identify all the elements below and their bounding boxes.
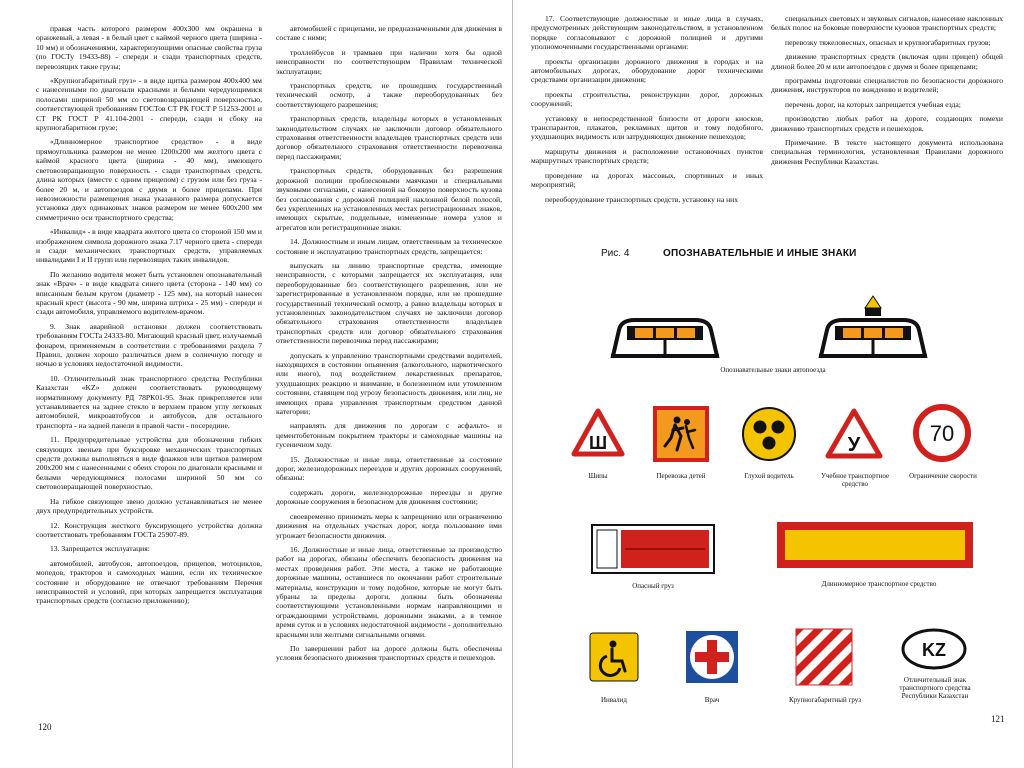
paragraph: перечень дорог, на которых запрещается учебная езда; <box>785 99 961 109</box>
caption-long: Длинномерное транспортное средство <box>821 580 937 588</box>
right-page-column-1 <box>531 14 763 204</box>
paragraph: 11. Предупредительные устройства для обозначения гибких связующих звеньев при буксировке механических транспортных средств должны выполняться в виде флажков или щитков размером 200x200 мм с нанесенными с обеих сторон по диагонали красными и белыми чередующимися полосами шириной 50 мм со световозвращающей поверхностью. <box>36 435 262 492</box>
caption-deaf: Глухой водитель <box>744 472 794 480</box>
paragraph: своевременно принимать меры к запрещению или ограничению движения на отдельных участках дорог, когда пользование ими угрожает безопасности движения. <box>276 511 502 540</box>
left-page-column-1 <box>36 24 262 714</box>
deaf-driver-sign <box>741 406 797 462</box>
paragraph: транспортных средств, владельцы которых в установленных законодательством случаях не заключили договор обязательного страхования ответственности владельцев транспортных средств или договор обязательного страхования ответственности перевозчика перед пассажирами; <box>276 114 502 161</box>
doctor-sign <box>685 630 739 684</box>
paragraph: 17. Соответствующие должностные и иные лица в случаях, предусмотренных действующим законодательством, в установленном порядке согласовывают с дорожной полицией и другими уполномоченными государственными органами: <box>531 14 763 52</box>
paragraph: переоборудование транспортных средств, установку на них <box>545 194 739 204</box>
caption-learner: Учебное транспортное средство <box>820 472 890 488</box>
learner-sign-letter: У <box>847 434 861 456</box>
paragraph: транспортных средств, не прошедших государственный технический осмотр, а также переоборудованных без соответствующего разрешения; <box>276 81 502 109</box>
speed-limit-value: 70 <box>929 421 955 446</box>
paragraph: автомобилей, автобусов, автопоездов, прицепов, мотоциклов, мопедов, тракторов и самоходных машин, если их техническое состояние и оборудование не отвечают требованиям Перечня неисправностей и условий, при которых запрещается эксплуатация транспортных средств (согласно приложению); <box>36 558 262 606</box>
paragraph: транспортных средств, оборудованных без разрешения дорожной полиции проблесковыми маячками и специальными звуковыми сигналами, с нанесенной на боковую поверхность кузова без согласования с дорожной полицией наклонной белой полосой, без укрепленных на установленных местах регистрационных знаков, имеющих скрытые, поддельные, измененные номера узлов и агрегатов или регистрационные знаки. <box>276 166 502 232</box>
paragraph: выпускать на линию транспортные средства, имеющие неисправности, с которыми запрещается их эксплуатация, или переоборудованные без соответствующего разрешения, или не зарегистрированные в установленном порядке, или не прошедшие государственный технический осмотр, а равно владельцы которых в установленных законодательством случаях не заключили договор обязательного страхования ответственности владельцев транспортных средств или договор обязательного страхования ответственности перевозчика перед пассажирами; <box>276 260 502 346</box>
road-train-sign-with-light <box>813 294 933 360</box>
caption-disabled: Инвалид <box>601 696 627 704</box>
caption-doctor: Врач <box>704 696 720 704</box>
paragraph: направлять для движения по дорогам с асфальто- и цементобетонным покрытием тракторы и самоходные машины на гусеничном ходу. <box>276 421 502 450</box>
paragraph: 16. Должностные и иные лица, ответственные за производство работ на дорогах, обязаны обеспечить безопасность движения на местах проведения работ. Эти места, а также не работающие дорожные машины, оставшиеся по окончании работ строительные материалы, конструкции и тому подобное, которые не могут быть убраны за пределы дороги, должны быть обозначены соответствующими установленными нормам направляющими и ограждающими устройствами, дорожными знаками, а в темное время суток и в условиях недостаточной видимости - дополнительно красными или желтыми сигнальными огнями. <box>276 544 502 639</box>
caption-children: Перевозка детей <box>656 472 706 480</box>
paragraph: проведение на дорогах массовых, спортивных и иных мероприятий; <box>531 170 763 190</box>
long-vehicle-sign <box>775 520 975 570</box>
caption-speed: Ограничение скорости <box>909 472 977 480</box>
page-number-left: 120 <box>38 722 52 732</box>
figure-label: Рис. 4 <box>601 248 630 259</box>
paragraph: «Крупногабаритный груз» - в виде щитка размером 400x400 мм с нанесенными по диагонали красными и белыми чередующимися полосами шириной 50 мм со световозвращающей поверхностью, соответствующей требованиям ГОСТов СТ РК ГОСТ Р 51253-2001 и СТ РК ГОСТ Р 41.104-2001 - спереди, сзади и сбоку на крупногабаритном грузе; <box>36 76 262 133</box>
caption-kz: Отличительный знак транспортного средства Республики Казахстан <box>899 676 971 700</box>
children-transport-sign <box>653 406 709 462</box>
paragraph: установку в непосредственной близости от дороги киосков, транспарантов, плакатов, рекламных щитов и тому подобного, ухудшающих видимость или затрудняющих движение пешеходов; <box>531 113 763 142</box>
paragraph: перевозку тяжеловесных, опасных и крупногабаритных грузов; <box>785 37 991 47</box>
paragraph: «Длинномерное транспортное средство» - в виде прямоугольника размером не менее 1200x200 мм желтого цвета с каймой красного цвета (ширина - 40 мм), имеющего световозвращающую поверхность - сзади транспортных средств, длина которых (вместе с одним прицепом) с грузом или без груза - более 20 м, и автопоездов с двумя и более прицепами. При невозможности размещения знака указанного размера допускается установка двух одинаковых знаков размером не менее 600x200 мм симметрично оси транспортного средства; <box>36 137 262 222</box>
figure-title: ОПОЗНАВАТЕЛЬНЫЕ И ИНЫЕ ЗНАКИ <box>663 248 857 259</box>
paragraph: специальных световых и звуковых сигналов, нанесение наклонных белых полос на боковые поверхности кузовов транспортных средств; <box>771 14 1003 33</box>
paragraph: Примечание. В тексте настоящего документа использована специальная терминология, установленная Правилами дорожного движения Республики Казахстан. <box>771 138 1003 166</box>
right-page <box>512 0 1024 768</box>
disabled-driver-sign <box>589 632 639 682</box>
paragraph: производство любых работ на дороге, создающих помехи движению транспортных средств и пешеходов. <box>771 114 1003 133</box>
paragraph: проекты строительства, реконструкции дорог, дорожных сооружений; <box>531 89 763 109</box>
road-train-sign-plain <box>605 308 725 360</box>
paragraph: программы подготовки специалистов по безопасности дорожного движения, инструкторов по вождению и водителей; <box>771 76 1003 95</box>
paragraph: маршруты движения и расположение остановочных пунктов маршрутных транспортных средств; <box>531 146 763 166</box>
paragraph: 14. Должностным и иным лицам, ответственным за техническое состояние и эксплуатацию транспортных средств, запрещается: <box>276 237 502 256</box>
paragraph: На гибкое связующее звено должно устанавливаться не менее двух предупредительных устройств. <box>36 496 262 516</box>
paragraph: троллейбусов и трамваев при наличии хотя бы одной неисправности по соответствующим Правилам технической эксплуатации; <box>276 47 502 76</box>
paragraph: 13. Запрещается эксплуатация: <box>50 544 150 554</box>
paragraph: 9. Знак аварийной остановки должен соответствовать требованиям ГОСТа 24333-80. Мигающий красный цвет, излучаемый фонарем, применяемым в соответствии с требованиями раздела 7 Правил, должен хорошо различаться днем в солнечную погоду и ночью в условиях недостаточной видимости. <box>36 321 262 369</box>
kz-sign-letters: KZ <box>922 640 946 660</box>
right-page-column-2 <box>771 14 1003 204</box>
page-number-right: 121 <box>991 714 1005 724</box>
paragraph: проекты организации дорожного движения в городах и на автомобильных дорогах, оборудование дорог техническими средствами организации движения; <box>531 56 763 85</box>
kz-sign <box>901 628 967 670</box>
caption-spikes: Шипы <box>588 472 608 480</box>
caption-road-train: Опознавательные знаки автопоезда <box>720 366 826 374</box>
learner-vehicle-sign <box>825 408 883 460</box>
spikes-sign <box>571 408 625 458</box>
left-page-column-2 <box>276 24 502 714</box>
caption-oversize: Крупногабаритный груз <box>788 696 861 704</box>
paragraph: автомобилей с прицепами, не предназначенными для движения в составе с ними; <box>276 24 502 43</box>
paragraph: движение транспортных средств (включая один прицеп) общей длиной более 20 м или автопоездов с двумя и более прицепами; <box>771 52 1003 71</box>
dangerous-cargo-sign <box>591 524 715 574</box>
paragraph: 12. Конструкция жесткого буксирующего устройства должна соответствовать требованиям ГОСТа 25907-89. <box>36 520 262 539</box>
paragraph: По завершении работ на дороге должны быть обеспечены условия безопасного движения транспортных средств и пешеходов. <box>276 643 502 663</box>
oversize-cargo-sign <box>795 628 853 686</box>
caption-dangerous: Опасный груз <box>632 582 674 590</box>
paragraph: допускать к управлению транспортными средствами водителей, находящихся в состоянии опьянения (алкогольного, наркотического или иного), под воздействием лекарственных препаратов, ухудшающих реакцию и внимание, в болезненном или утомленном состоянии, ставящем под угрозу безопасность движения, или лиц, не имеющих права управления транспортным средством данной категории; <box>276 350 502 417</box>
paragraph: содержать дороги, железнодорожные переезды и другие дорожные сооружения в безопасном для движения состоянии; <box>276 487 502 507</box>
paragraph: «Инвалид» - в виде квадрата желтого цвета со стороной 150 мм и изображением символа дорожного знака 7.17 черного цвета - спереди и сзади механических транспортных средств, управляемых инвалидами I и II групп или перевозящих таких инвалидов. <box>36 227 262 265</box>
paragraph: правая часть которого размером 400x300 мм окрашена в оранжевый, а левая - в белый цвет с каймой черного цвета (ширина - 10 мм) и обозначениями, характеризующими опасные свойства груза (по ГОСТу 19433-88) - спереди и сзади транспортных средств, перевозящих такие грузы; <box>36 24 262 71</box>
spikes-sign-letter: Ш <box>588 433 608 453</box>
speed-limit-sign <box>913 404 971 462</box>
paragraph: По желанию водителя может быть установлен опознавательный знак «Врач» - в виде квадрата синего цвета (сторона - 140 мм) со вписанным белым кругом (диаметр - 125 мм), на который нанесен красный крест (высота - 90 мм, ширина штриха - 25 мм) - спереди и сзади автомобиля, управляемого водителем-врачом. <box>36 269 262 317</box>
paragraph: 15. Должностные и иные лица, ответственные за состояние дорог, железнодорожных переездов и других дорожных сооружений, обязаны: <box>276 454 502 483</box>
paragraph: 10. Отличительный знак транспортного средства Республики Казахстан «KZ» должен соответствовать руководящему нормативному документу РД 78РК01-95. Знак прикрепляется или устанавливается на заднее стекло в верхнем правом углу легковых автомобилей, микроавтобусов и автобусов, для остального транспорта - на задней панели в правой части - посередине. <box>36 373 262 430</box>
